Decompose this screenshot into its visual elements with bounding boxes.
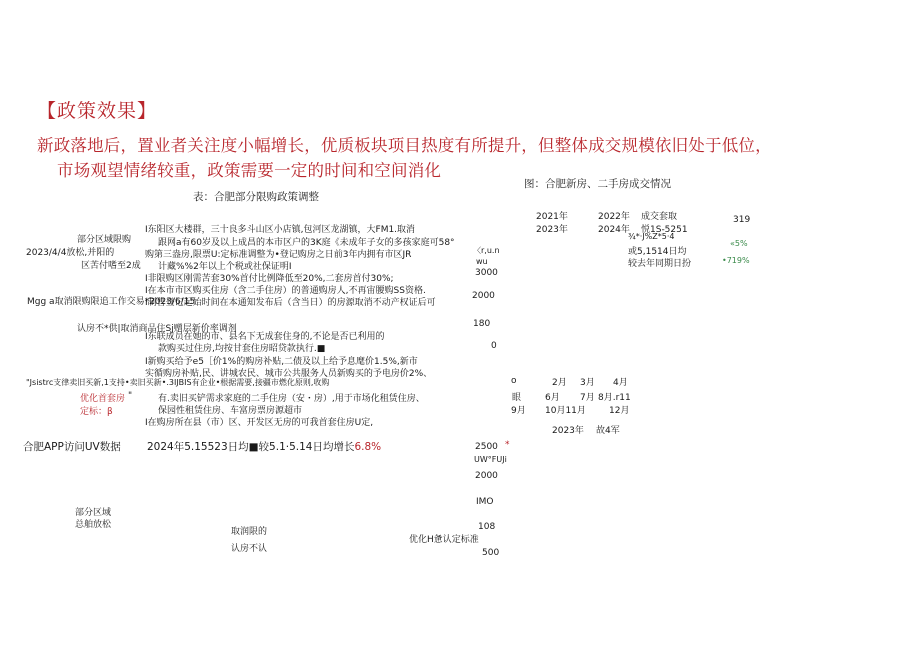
axis-3000: 3000 bbox=[475, 268, 498, 278]
uv-axis-108: 108 bbox=[478, 522, 496, 532]
policy-line: I非限购区刚需苦套30%首付比例降低至20%,二套房首付30%; bbox=[145, 274, 394, 284]
yoy-line: 较去年同期日扮 bbox=[628, 259, 692, 269]
pct-big: •719% bbox=[722, 256, 750, 265]
left-label-quote: " bbox=[128, 391, 133, 401]
month-3: 3月 bbox=[580, 378, 595, 388]
uv-unit: UW°FUJi bbox=[474, 455, 507, 464]
region-label-1: 部分区域 bbox=[75, 508, 112, 518]
axis-0: 0 bbox=[491, 341, 497, 351]
uv-label: 合肥APP访问UV数据 bbox=[23, 441, 121, 453]
month-9: 9月 bbox=[511, 406, 526, 416]
left-label-standard: 定标：β bbox=[80, 407, 113, 417]
month-12: 12月 bbox=[609, 406, 630, 416]
month-4: 4月 bbox=[613, 378, 628, 388]
year-label-2024: 2024年 bbox=[598, 225, 630, 235]
month-2: 2月 bbox=[552, 378, 567, 388]
figure-caption: 图：合肥新房、二手房成交情况 bbox=[524, 178, 671, 190]
policy-line: 购第三盎房,限票U:定标准调整为•登记购房之日前3年内拥有市区JR bbox=[145, 250, 412, 260]
policy-line: 计藏%%2年以上个税或社保证明I bbox=[158, 262, 292, 272]
month-10-11: 10月11月 bbox=[545, 406, 586, 416]
policy-line: 保园性租赁住房、车富房票房源超市 bbox=[158, 406, 303, 416]
cancel-label-2: 认房不认 bbox=[231, 544, 268, 554]
lead-paragraph-line2: 市场观望情绪较重，政策需要一定的时间和空间消化 bbox=[57, 161, 442, 180]
left-label-cert: 认房不*供|取消商品住Sj赠层新价率调剂 bbox=[77, 324, 237, 334]
trade-volume-label: 成交套取 bbox=[641, 212, 678, 222]
mini-label-2: wu bbox=[476, 257, 488, 266]
month-8: 8月.r11 bbox=[598, 393, 631, 403]
uv-axis-2000: 2000 bbox=[475, 471, 498, 481]
avg-line: 或5,1514日均 bbox=[628, 247, 687, 257]
year-label-2022: 2022年 bbox=[598, 212, 630, 222]
optimize-label: 优化H惫认定标准 bbox=[409, 535, 479, 545]
policy-line: 款购买过住房,均按甘套住房昭贷款执行.■ bbox=[158, 344, 326, 354]
left-label-support: "Jsistrc支律卖旧买新,1支持•卖旧买新•.3IJBIS有企业•根据需要,接疆市燃化原则,收购 bbox=[26, 378, 330, 387]
legend-2023: 2023年 bbox=[552, 426, 584, 436]
region-label-2: 总舶放松 bbox=[75, 520, 112, 530]
policy-line: 实循购房补贴,民、讲城农民、城市公共服务人员新购买的予电房价2%、 bbox=[145, 369, 433, 379]
uv-star: * bbox=[505, 440, 510, 450]
garbled-value-2: ¾*·J%Z*5·4 bbox=[628, 232, 675, 241]
policy-line: I东阳区大楼群，三十良多斗山区小店镇,包河区龙湖镇，大FM1.取消 bbox=[145, 225, 416, 235]
policy-line: 有.卖旧买铲需求家庭的二手住房（安・房）,用于市场化租赁住房、 bbox=[158, 394, 425, 404]
mini-label: 〈r,u.n bbox=[473, 246, 500, 255]
uv-axis-500: 500 bbox=[482, 548, 500, 558]
lead-paragraph-line1: 新政落地后，置业者关注度小幅增长，优质板块项目热度有所提升，但整体成交规模依旧处于低位， bbox=[37, 136, 772, 155]
policy-line: I制售登记起始时间在本通知发布后（含当日）的房源取消不动产权证后可 bbox=[145, 298, 436, 308]
policy-line: I东联成员在她的市、县名下无成套住身的,不论是否已利用的 bbox=[145, 332, 385, 342]
policy-line: 跟网a有60岁及以上成昌的本市区户的3K庭《未成年子女的多孩家庭可58° bbox=[158, 238, 455, 248]
uv-stat-text: 2024年5.15523日均■较5.1·5.14日均增长 bbox=[147, 441, 355, 453]
policy-line: I在购房所在县（市）区、开发区无房的可我首套住房U定, bbox=[145, 418, 374, 428]
section-heading: 【政策效果】 bbox=[37, 100, 158, 122]
cancel-label-1: 取润限的 bbox=[231, 527, 268, 537]
left-label-mgg: Mgg a取消限购限追工作交易*2023/6/15 bbox=[27, 297, 196, 307]
left-label-downpayment: 区苦付嗜至2成 bbox=[81, 261, 141, 271]
legend-2024: 故4军 bbox=[596, 426, 620, 436]
uv-stat-pct: 6.8% bbox=[354, 441, 382, 453]
left-label-optimize-first: 优化首套房 bbox=[80, 394, 126, 404]
year-label-2023: 2023年 bbox=[536, 225, 568, 235]
left-label-date: 2023/4/4放松,并阳的 bbox=[26, 248, 115, 258]
axis-180: 180 bbox=[473, 319, 491, 329]
garbled-value: 悦1S-5251 bbox=[641, 225, 688, 235]
pct-small: «5% bbox=[730, 239, 748, 248]
month-7: 7月 bbox=[580, 393, 595, 403]
month-yan: 眼 bbox=[512, 393, 522, 403]
year-label-2021: 2021年 bbox=[536, 212, 568, 222]
policy-line: I新购买给予e5［价1%的购房补贴,二债及以上给予息麾价1.5%,新市 bbox=[145, 357, 418, 367]
value-319: 319 bbox=[733, 215, 751, 225]
table-caption: 表：合肥部分限购政策调整 bbox=[193, 191, 319, 203]
month-o: o bbox=[511, 376, 517, 386]
uv-axis-2500: 2500 bbox=[475, 442, 498, 452]
uv-imo: IMO bbox=[476, 497, 494, 507]
axis-2000: 2000 bbox=[472, 291, 495, 301]
uv-stat bbox=[147, 439, 381, 454]
policy-line: I在本市市区购买住房（含二手住房）的普通购房人,不再宙腰购SS资格. bbox=[145, 286, 426, 296]
left-label-region-limit: 部分区域限购 bbox=[77, 235, 132, 245]
month-6: 6月 bbox=[545, 393, 560, 403]
